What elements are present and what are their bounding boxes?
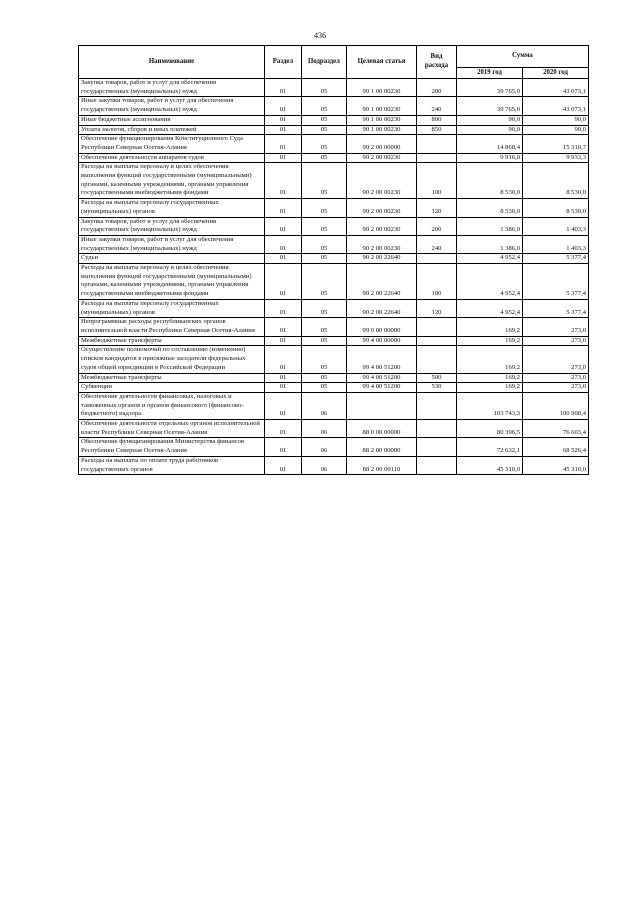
row-name: Уплата налогов, сборов и иных платежей bbox=[79, 125, 265, 135]
row-section: 01 bbox=[265, 318, 302, 336]
row-expense-type: 100 bbox=[417, 163, 457, 199]
row-target-article: 99 4 00 51200 bbox=[347, 346, 417, 373]
row-target-article: 90 1 00 00230 bbox=[347, 79, 417, 97]
row-target-article: 90 1 00 00230 bbox=[347, 125, 417, 135]
row-sum-2019: 4 952,4 bbox=[457, 264, 523, 300]
row-target-article: 90 2 00 00230 bbox=[347, 199, 417, 217]
row-name: Иные бюджетные ассигнования bbox=[79, 115, 265, 125]
header-name: Наименование bbox=[79, 46, 265, 79]
row-expense-type: 200 bbox=[417, 217, 457, 235]
row-section: 01 bbox=[265, 153, 302, 163]
table-row bbox=[79, 438, 589, 456]
row-sum-2020: 43 073,1 bbox=[523, 79, 589, 97]
row-section: 01 bbox=[265, 438, 302, 456]
row-subsection: 05 bbox=[302, 97, 347, 115]
row-subsection: 05 bbox=[302, 125, 347, 135]
row-sum-2019: 39 765,0 bbox=[457, 97, 523, 115]
row-expense-type bbox=[417, 135, 457, 153]
row-subsection: 06 bbox=[302, 392, 347, 419]
row-target-article: 99 4 00 51200 bbox=[347, 373, 417, 383]
table-row bbox=[79, 264, 589, 300]
row-sum-2020: 68 526,4 bbox=[523, 438, 589, 456]
row-name: Осуществление полномочий по составлению (изменению) списков кандидатов в присяжные заседатели федеральных судов общей юрисдикции в Российской Федерации bbox=[79, 346, 265, 373]
row-sum-2020: 273,0 bbox=[523, 318, 589, 336]
row-section: 01 bbox=[265, 79, 302, 97]
table-body bbox=[79, 79, 589, 475]
row-subsection: 05 bbox=[302, 254, 347, 264]
page-number: 436 bbox=[314, 31, 326, 40]
row-target-article: 90 2 00 00000 bbox=[347, 135, 417, 153]
row-sum-2019: 8 530,0 bbox=[457, 163, 523, 199]
row-name: Расходы на выплаты по оплате труда работников государственных органов bbox=[79, 456, 265, 474]
row-expense-type: 120 bbox=[417, 299, 457, 317]
row-name: Межбюджетные трансферты bbox=[79, 336, 265, 346]
row-sum-2020: 9 933,3 bbox=[523, 153, 589, 163]
row-subsection: 05 bbox=[302, 318, 347, 336]
header-section: Раздел bbox=[265, 46, 302, 79]
row-name: Закупка товаров, работ и услуг для обеспечения государственных (муниципальных) нужд bbox=[79, 79, 265, 97]
row-sum-2019: 4 952,4 bbox=[457, 299, 523, 317]
row-section: 01 bbox=[265, 199, 302, 217]
row-name: Обеспечение функционирования Конституционного Суда Республики Северная Осетия-Алания bbox=[79, 135, 265, 153]
row-sum-2019: 169,2 bbox=[457, 346, 523, 373]
row-sum-2020: 5 377,4 bbox=[523, 254, 589, 264]
row-sum-2019: 169,2 bbox=[457, 318, 523, 336]
row-sum-2019: 90,0 bbox=[457, 115, 523, 125]
row-section: 01 bbox=[265, 264, 302, 300]
row-sum-2020: 273,0 bbox=[523, 383, 589, 393]
row-sum-2020: 45 310,0 bbox=[523, 456, 589, 474]
row-expense-type: 800 bbox=[417, 115, 457, 125]
row-section: 01 bbox=[265, 115, 302, 125]
header-sum: Сумма bbox=[457, 46, 589, 68]
row-sum-2019: 45 310,0 bbox=[457, 456, 523, 474]
row-target-article: 88 0 00 00000 bbox=[347, 420, 417, 438]
row-expense-type: 530 bbox=[417, 383, 457, 393]
row-target-article: 90 2 00 22640 bbox=[347, 264, 417, 300]
row-name: Непрограммные расходы республиканских органов исполнительной власти Республики Северная Осетия-Алания bbox=[79, 318, 265, 336]
row-sum-2020: 8 530,0 bbox=[523, 163, 589, 199]
row-sum-2020: 15 310,7 bbox=[523, 135, 589, 153]
row-sum-2020: 273,0 bbox=[523, 336, 589, 346]
row-expense-type: 850 bbox=[417, 125, 457, 135]
row-name: Расходы на выплаты персоналу в целях обеспечения выполнения функций государственными (муниципальными) органами, казенными учреждениями, органами управления государственными внебюджетными фондами bbox=[79, 264, 265, 300]
row-name: Обеспечение деятельности отдельных органов исполнительной власти Республики Северная Осетия-Алания bbox=[79, 420, 265, 438]
row-subsection: 05 bbox=[302, 115, 347, 125]
row-section: 01 bbox=[265, 420, 302, 438]
row-target-article: 90 2 00 22640 bbox=[347, 299, 417, 317]
row-target-article: 90 2 00 00230 bbox=[347, 163, 417, 199]
row-expense-type bbox=[417, 392, 457, 419]
row-section: 01 bbox=[265, 373, 302, 383]
row-expense-type bbox=[417, 318, 457, 336]
row-subsection: 06 bbox=[302, 438, 347, 456]
header-expense-type: Вид расхода bbox=[417, 46, 457, 79]
row-name: Расходы на выплаты персоналу государственных (муниципальных) органов bbox=[79, 299, 265, 317]
row-sum-2019: 169,2 bbox=[457, 373, 523, 383]
header-year-2020: 2020 год bbox=[523, 68, 589, 79]
row-subsection: 06 bbox=[302, 420, 347, 438]
row-sum-2020: 76 603,4 bbox=[523, 420, 589, 438]
row-sum-2020: 273,0 bbox=[523, 346, 589, 373]
row-target-article: 99 0 00 00000 bbox=[347, 318, 417, 336]
row-sum-2019: 169,2 bbox=[457, 383, 523, 393]
table-row bbox=[79, 420, 589, 438]
row-name: Обеспечение функционирования Министерства финансов Республики Северная Осетия-Алания bbox=[79, 438, 265, 456]
row-sum-2019: 103 743,3 bbox=[457, 392, 523, 419]
row-sum-2020: 90,0 bbox=[523, 115, 589, 125]
row-target-article: 90 1 00 00230 bbox=[347, 115, 417, 125]
table-row bbox=[79, 254, 589, 264]
row-expense-type: 240 bbox=[417, 235, 457, 253]
row-section: 01 bbox=[265, 235, 302, 253]
row-section: 01 bbox=[265, 383, 302, 393]
row-section: 01 bbox=[265, 392, 302, 419]
row-target-article: 99 4 00 00000 bbox=[347, 336, 417, 346]
table-row bbox=[79, 456, 589, 474]
row-name: Иные закупки товаров, работ и услуг для обеспечения государственных (муниципальных) нужд bbox=[79, 235, 265, 253]
header-year-2019: 2019 год bbox=[457, 68, 523, 79]
row-target-article: 90 2 00 00230 bbox=[347, 217, 417, 235]
row-sum-2020: 5 377,4 bbox=[523, 264, 589, 300]
row-section: 01 bbox=[265, 299, 302, 317]
row-sum-2020: 1 403,3 bbox=[523, 217, 589, 235]
row-name: Закупка товаров, работ и услуг для обеспечения государственных (муниципальных) нужд bbox=[79, 217, 265, 235]
row-subsection: 05 bbox=[302, 199, 347, 217]
row-section: 01 bbox=[265, 456, 302, 474]
row-sum-2019: 169,2 bbox=[457, 336, 523, 346]
row-subsection: 05 bbox=[302, 373, 347, 383]
row-sum-2020: 5 377,4 bbox=[523, 299, 589, 317]
row-expense-type bbox=[417, 438, 457, 456]
row-target-article: 90 1 00 00230 bbox=[347, 97, 417, 115]
row-expense-type: 240 bbox=[417, 97, 457, 115]
table-row bbox=[79, 217, 589, 235]
row-subsection: 05 bbox=[302, 336, 347, 346]
row-sum-2019: 72 632,1 bbox=[457, 438, 523, 456]
row-expense-type: 120 bbox=[417, 199, 457, 217]
row-target-article bbox=[347, 392, 417, 419]
row-subsection: 05 bbox=[302, 79, 347, 97]
table-row bbox=[79, 336, 589, 346]
row-sum-2019: 4 952,4 bbox=[457, 254, 523, 264]
table-row bbox=[79, 318, 589, 336]
row-subsection: 05 bbox=[302, 217, 347, 235]
row-sum-2020: 43 073,1 bbox=[523, 97, 589, 115]
header-target-article: Целевая статья bbox=[347, 46, 417, 79]
row-subsection: 05 bbox=[302, 235, 347, 253]
table-row bbox=[79, 163, 589, 199]
table-header bbox=[79, 46, 589, 79]
table-row bbox=[79, 383, 589, 393]
row-target-article: 90 2 00 00230 bbox=[347, 235, 417, 253]
row-target-article: 99 4 00 51200 bbox=[347, 383, 417, 393]
row-target-article: 90 2 00 22640 bbox=[347, 254, 417, 264]
row-sum-2019: 39 765,0 bbox=[457, 79, 523, 97]
row-sum-2019: 14 868,4 bbox=[457, 135, 523, 153]
row-target-article: 88 2 00 00000 bbox=[347, 438, 417, 456]
row-sum-2019: 9 916,0 bbox=[457, 153, 523, 163]
row-subsection: 05 bbox=[302, 346, 347, 373]
row-name: Обеспечение деятельности аппаратов судов bbox=[79, 153, 265, 163]
row-subsection: 05 bbox=[302, 135, 347, 153]
row-sum-2019: 80 396,5 bbox=[457, 420, 523, 438]
row-section: 01 bbox=[265, 254, 302, 264]
row-sum-2020: 90,0 bbox=[523, 125, 589, 135]
row-expense-type bbox=[417, 254, 457, 264]
row-sum-2020: 273,0 bbox=[523, 373, 589, 383]
row-name: Межбюджетные трансферты bbox=[79, 373, 265, 383]
table-row bbox=[79, 373, 589, 383]
row-sum-2019: 8 530,0 bbox=[457, 199, 523, 217]
table-row bbox=[79, 199, 589, 217]
row-sum-2020: 1 403,3 bbox=[523, 235, 589, 253]
row-expense-type: 100 bbox=[417, 264, 457, 300]
row-name: Расходы на выплаты персоналу государственных (муниципальных) органов bbox=[79, 199, 265, 217]
row-subsection: 05 bbox=[302, 163, 347, 199]
table-row bbox=[79, 125, 589, 135]
row-section: 01 bbox=[265, 336, 302, 346]
row-target-article: 88 2 00 00110 bbox=[347, 456, 417, 474]
row-expense-type bbox=[417, 420, 457, 438]
row-expense-type bbox=[417, 336, 457, 346]
row-sum-2020: 8 530,0 bbox=[523, 199, 589, 217]
row-sum-2019: 90,0 bbox=[457, 125, 523, 135]
row-expense-type: 200 bbox=[417, 79, 457, 97]
table-row bbox=[79, 299, 589, 317]
row-expense-type: 500 bbox=[417, 373, 457, 383]
row-name: Субвенции bbox=[79, 383, 265, 393]
row-sum-2019: 1 386,0 bbox=[457, 217, 523, 235]
table-row bbox=[79, 392, 589, 419]
table-row bbox=[79, 153, 589, 163]
row-subsection: 05 bbox=[302, 153, 347, 163]
table-row bbox=[79, 79, 589, 97]
row-sum-2019: 1 386,0 bbox=[457, 235, 523, 253]
row-sum-2020: 100 908,4 bbox=[523, 392, 589, 419]
table-row bbox=[79, 97, 589, 115]
row-section: 01 bbox=[265, 163, 302, 199]
table-row bbox=[79, 135, 589, 153]
row-section: 01 bbox=[265, 97, 302, 115]
row-expense-type bbox=[417, 456, 457, 474]
row-subsection: 05 bbox=[302, 383, 347, 393]
row-section: 01 bbox=[265, 217, 302, 235]
header-subsection: Подраздел bbox=[302, 46, 347, 79]
row-section: 01 bbox=[265, 346, 302, 373]
row-section: 01 bbox=[265, 135, 302, 153]
row-expense-type bbox=[417, 346, 457, 373]
table-row bbox=[79, 115, 589, 125]
row-name: Судьи bbox=[79, 254, 265, 264]
row-name: Расходы на выплаты персоналу в целях обеспечения выполнения функций государственными (муниципальными) органами, казенными учреждениями, органами управления государственными внебюджетными фондами bbox=[79, 163, 265, 199]
row-name: Обеспечение деятельности финансовых, налоговых и таможенных органов и органов финансового (финансово-бюджетного) надзора bbox=[79, 392, 265, 419]
row-name: Иные закупки товаров, работ и услуг для обеспечения государственных (муниципальных) нужд bbox=[79, 97, 265, 115]
row-target-article: 90 2 00 00230 bbox=[347, 153, 417, 163]
table-row bbox=[79, 235, 589, 253]
budget-table bbox=[78, 45, 589, 475]
row-section: 01 bbox=[265, 125, 302, 135]
table-row bbox=[79, 346, 589, 373]
row-expense-type bbox=[417, 153, 457, 163]
row-subsection: 05 bbox=[302, 299, 347, 317]
row-subsection: 05 bbox=[302, 264, 347, 300]
row-subsection: 06 bbox=[302, 456, 347, 474]
